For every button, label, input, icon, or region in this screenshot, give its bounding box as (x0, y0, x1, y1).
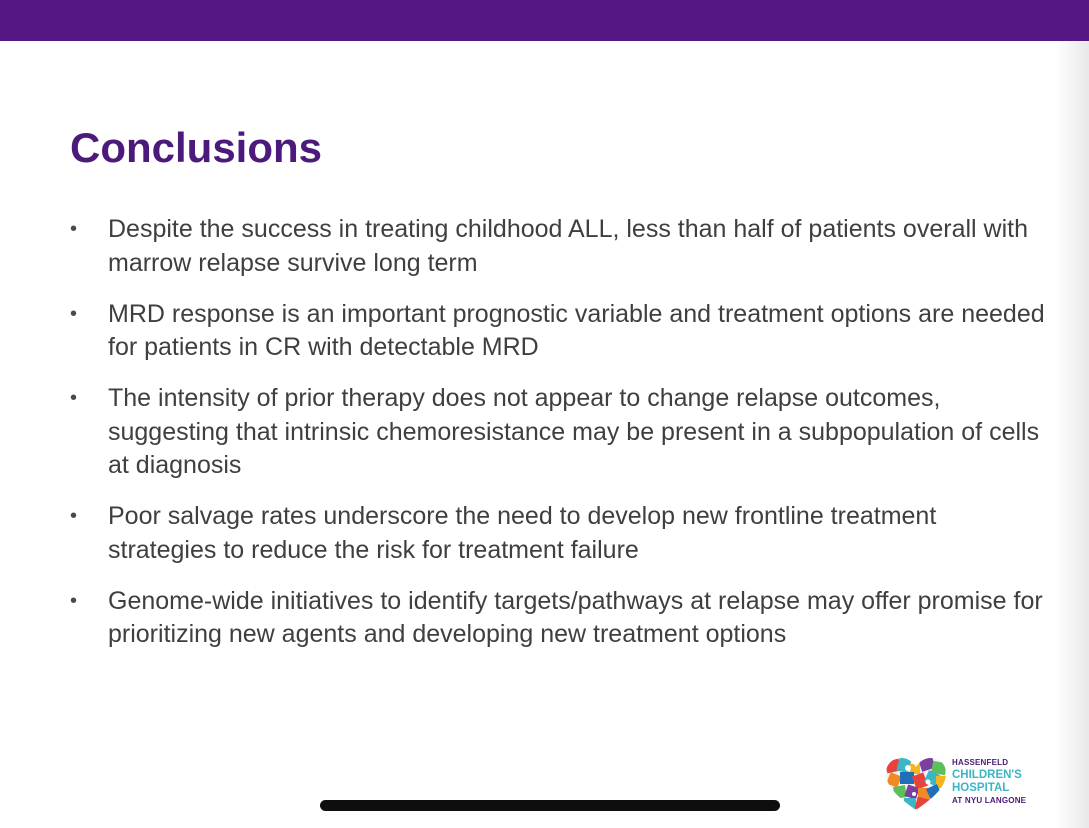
heart-logo-icon (884, 756, 948, 812)
bullet-icon: • (70, 505, 78, 527)
bullet-icon: • (70, 218, 78, 240)
logo-text-hospital: HOSPITAL (952, 782, 1010, 794)
bullet-icon: • (70, 302, 78, 325)
bullet-text: MRD response is an important prognostic variable and treatment options are needed for patients in CR with detectable MRD (108, 299, 1045, 361)
list-item (70, 585, 1045, 652)
bullet-text: Despite the success in treating childhood ALL, less than half of patients overall with marrow relapse survive long term (108, 215, 1028, 277)
bullet-icon: • (70, 589, 78, 612)
bullet-text: Genome-wide initiatives to identify targets/pathways at relapse may offer promise for prioritizing new agents and developing new treatment options (108, 586, 1043, 648)
bullet-text: Poor salvage rates underscore the need to develop new frontline treatment strategies to reduce the risk for treatment failure (108, 502, 937, 564)
bullet-text: The intensity of prior therapy does not appear to change relapse outcomes, suggesting that intrinsic chemoresistance may be present in a subpopulation of cells at diagnosis (108, 384, 1040, 479)
home-indicator-bar[interactable] (320, 800, 780, 811)
bullet-icon: • (70, 387, 78, 409)
list-item (70, 500, 1045, 567)
list-item (70, 298, 1045, 365)
list-item (70, 213, 1045, 280)
conclusions-list (70, 213, 1045, 669)
header-accent-bar (0, 0, 1089, 41)
hospital-logo (884, 756, 1034, 812)
logo-text-nyu-langone: AT NYU LANGONE (952, 796, 1027, 805)
page-edge-shadow (1055, 41, 1089, 828)
list-item (70, 382, 1045, 483)
logo-text-childrens: CHILDREN'S (952, 769, 1022, 781)
logo-text-hassenfeld: HASSENFELD (952, 758, 1009, 767)
slide-title: Conclusions (70, 124, 323, 171)
